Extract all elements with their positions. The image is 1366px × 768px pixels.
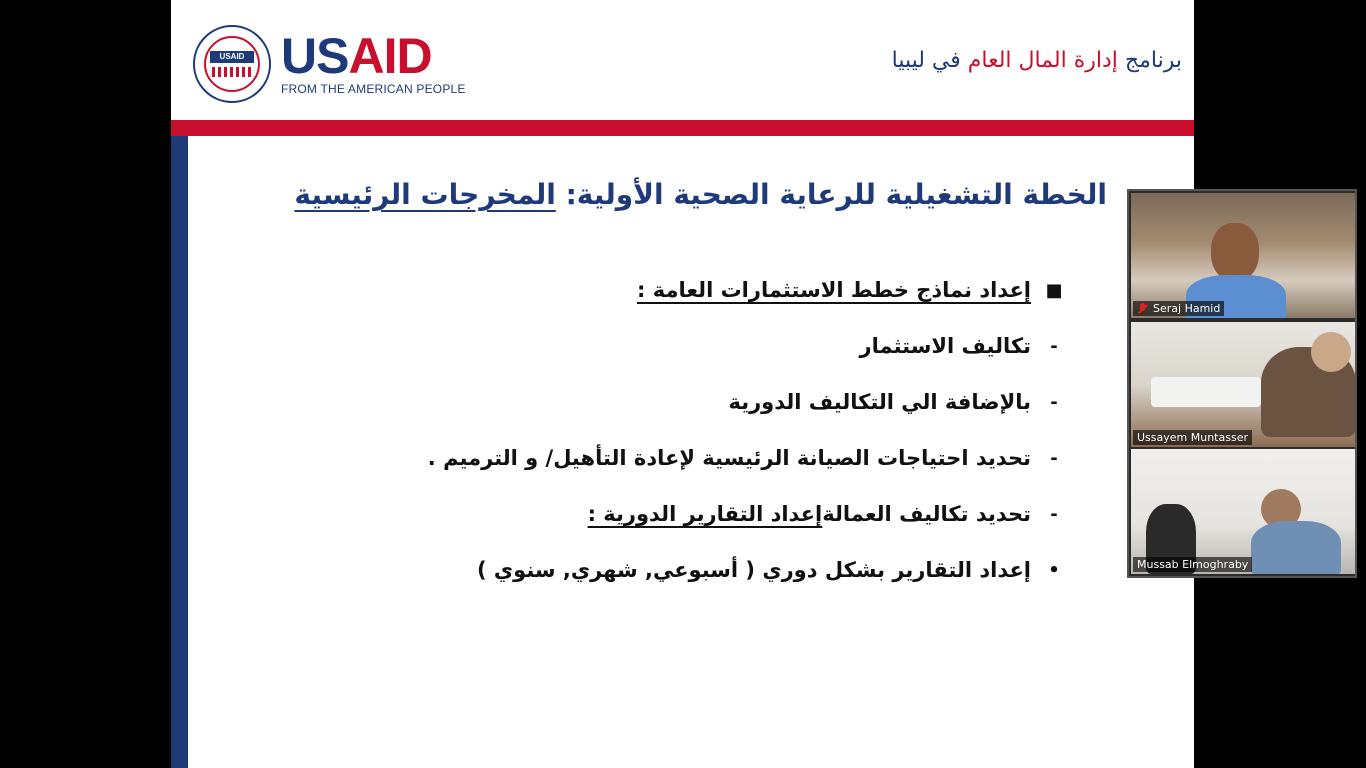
list-item: - تحديد احتياجات الصيانة الرئيسية لإعادة التأهيل/ و الترميم . (289, 430, 1069, 486)
participant-name-tag: Ussayem Muntasser (1133, 430, 1252, 445)
side-accent-bar (171, 136, 188, 768)
round-bullet-icon: • (1048, 559, 1060, 581)
list-item: - بالإضافة الي التكاليف الدورية (289, 374, 1069, 430)
participant-name-tag: Seraj Hamid (1133, 301, 1224, 316)
square-bullet-icon: ■ (1045, 279, 1063, 301)
participant-name-tag: Mussab Elmoghraby (1133, 557, 1252, 572)
video-tile[interactable] (1131, 449, 1355, 574)
participant-video-panel[interactable] (1127, 189, 1357, 578)
mic-muted-icon (1137, 303, 1148, 314)
video-tile[interactable] (1131, 193, 1355, 318)
program-title: برنامج إدارة المال العام في ليبيا (891, 48, 1182, 73)
dash-bullet-icon: - (1050, 391, 1058, 413)
slide-title: الخطة التشغيلية للرعاية الصحية الأولية: المخرجات الرئيسية (294, 178, 1107, 211)
list-item: • إعداد التقارير بشكل دوري ( أسبوعي, شهري, سنوي ) (289, 542, 1069, 598)
video-tile[interactable] (1131, 322, 1355, 447)
list-item: ■ إعداد نماذج خطط الاستثمارات العامة : (289, 262, 1069, 318)
usaid-logo (193, 25, 466, 103)
list-item: - تكاليف الاستثمار (289, 318, 1069, 374)
presentation-slide (171, 0, 1194, 768)
dash-bullet-icon: - (1050, 503, 1058, 525)
slide-content (289, 262, 1069, 598)
header-divider (171, 120, 1194, 136)
dash-bullet-icon: - (1050, 335, 1058, 357)
usaid-wordmark: USAID (281, 28, 432, 84)
usaid-seal-icon (193, 25, 271, 103)
dash-bullet-icon: - (1050, 447, 1058, 469)
usaid-tagline: FROM THE AMERICAN PEOPLE (281, 82, 466, 96)
list-item: - تحديد تكاليف العمالة إعداد التقارير الدورية : (289, 486, 1069, 542)
seal-label: USAID (210, 51, 254, 63)
